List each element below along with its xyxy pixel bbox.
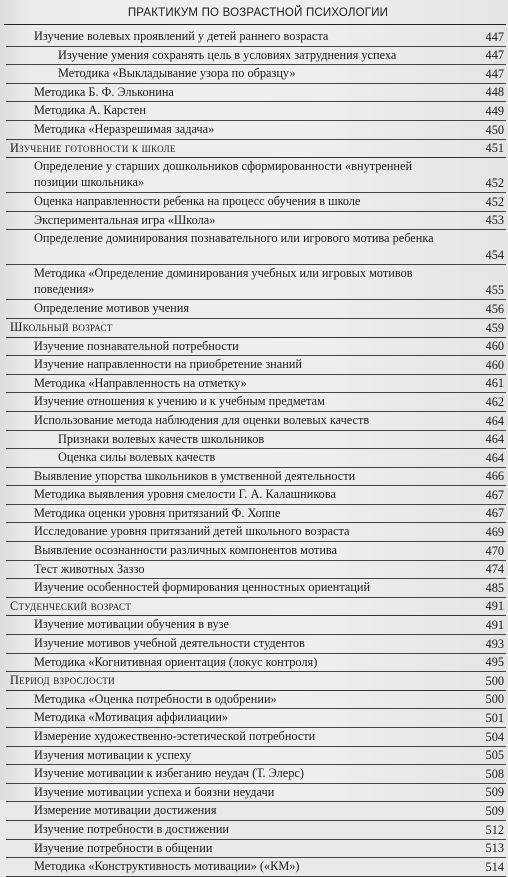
toc-entry <box>6 431 506 450</box>
toc-entry <box>6 28 506 47</box>
toc-page-number: 447 <box>485 66 504 81</box>
toc-entry <box>6 338 506 357</box>
toc-entry <box>6 802 506 821</box>
toc-entry <box>6 158 506 193</box>
toc-entry <box>6 561 506 580</box>
toc-page-number: 505 <box>485 748 504 763</box>
toc-page-number: 460 <box>485 357 504 372</box>
toc-section-entry <box>6 140 506 159</box>
toc-entry-title: Изучение потребности в достижении <box>34 821 229 836</box>
toc-entry-title: Изучение отношения к учению и к учебным предметам <box>34 394 325 409</box>
toc-entry-title: Изучение умения сохранять цель в условиях затруднения успеха <box>58 47 397 62</box>
toc-page-number: 514 <box>485 859 504 874</box>
header-rule <box>4 24 506 25</box>
toc-entry <box>6 821 506 840</box>
toc-page-number: 501 <box>485 711 504 725</box>
toc-entry-title: Методика Б. Ф. Эльконина <box>34 84 174 99</box>
toc-entry <box>6 523 506 542</box>
toc-page-number: 500 <box>485 673 504 688</box>
toc-page-number: 454 <box>485 248 504 263</box>
toc-entry <box>6 449 506 468</box>
toc-entry <box>6 635 506 654</box>
toc-page-number: 464 <box>485 413 504 428</box>
toc-entry-title: Измерение художественно-эстетической потребности <box>34 729 316 743</box>
toc-entry-title: Выявление осознанности различных компонентов мотива <box>34 543 338 558</box>
toc-entry-title: Изучение мотивации обучения в вузе <box>34 617 229 632</box>
toc-entry-title: Тест животных Заззо <box>34 561 145 576</box>
toc-page-number: 450 <box>485 122 504 137</box>
toc-entry-title: Методика «Когнитивная ориентация (локус контроля) <box>34 654 318 669</box>
toc-entry-title: Использование метода наблюдения для оценки волевых качеств <box>34 412 370 427</box>
toc-page-number: 464 <box>485 432 504 447</box>
toc-page-number: 455 <box>485 283 504 298</box>
toc-entry <box>6 486 506 505</box>
toc-entry <box>6 212 506 231</box>
toc-entry-title: Выявление упорства школьников в умственной деятельности <box>34 468 356 483</box>
toc-page-number: 470 <box>485 543 504 558</box>
toc-entry-title: Изучение потребности в общении <box>34 840 213 855</box>
toc-page-number: 459 <box>485 320 504 335</box>
toc-entry-title: Методика оценки уровня притязаний Ф. Хоппе <box>34 505 281 520</box>
toc-page-number: 491 <box>485 599 504 614</box>
table-of-contents <box>6 28 506 877</box>
toc-entry-title: Экспериментальная игра «Школа» <box>34 212 216 227</box>
toc-entry-title: Оценка силы волевых качеств <box>58 450 216 465</box>
toc-entry-title: Исследование уровня притязаний детей школьного возраста <box>34 524 350 539</box>
running-head: ПРАКТИКУМ ПО ВОЗРАСТНОЙ ПСИХОЛОГИИ <box>127 7 389 19</box>
toc-section-entry <box>6 598 506 617</box>
toc-entry <box>6 840 506 859</box>
toc-entry <box>6 709 506 728</box>
toc-entry <box>6 579 506 598</box>
toc-entry <box>6 858 506 877</box>
toc-entry <box>6 505 506 524</box>
toc-page-number: 508 <box>485 766 504 781</box>
toc-entry-title: Методика «Конструктивность мотивации» («КМ») <box>34 859 300 874</box>
toc-page-number: 509 <box>485 785 504 800</box>
toc-entry <box>6 747 506 766</box>
toc-entry-title: Методика выявления уровня смелости Г. А. Калашникова <box>34 487 336 502</box>
toc-page-number: 493 <box>485 636 504 651</box>
toc-entry <box>6 765 506 784</box>
toc-entry <box>6 356 506 375</box>
toc-page-number: 467 <box>485 487 504 502</box>
toc-entry-title: Изучение готовности к школе <box>10 140 176 155</box>
toc-entry-title: Изучение мотивации успеха и боязни неудачи <box>34 784 275 799</box>
toc-page-number: 451 <box>485 141 504 156</box>
toc-entry <box>6 265 506 300</box>
toc-page-number: 495 <box>485 655 504 670</box>
toc-entry <box>6 691 506 710</box>
toc-entry-title: Методика А. Карстен <box>34 103 146 118</box>
toc-page-number: 509 <box>485 803 504 818</box>
toc-section-entry <box>6 319 506 338</box>
toc-entry-title: Студенческий возраст <box>10 598 132 613</box>
toc-page-number: 474 <box>485 562 504 577</box>
toc-page-number: 462 <box>485 394 504 409</box>
toc-entry <box>6 121 506 140</box>
toc-page-number: 461 <box>485 376 504 391</box>
toc-entry <box>6 84 506 103</box>
toc-entry-title: Изучение направленности на приобретение знаний <box>34 357 302 372</box>
toc-entry <box>6 542 506 561</box>
toc-entry <box>6 230 506 265</box>
toc-page-number: 469 <box>485 525 504 540</box>
toc-page-number: 513 <box>485 841 504 856</box>
toc-entry-title: Измерение мотивации достижения <box>34 803 217 818</box>
toc-entry <box>6 193 506 212</box>
toc-page-number: 456 <box>485 301 504 316</box>
toc-entry-title: Методика «Выкладывание узора по образцу» <box>58 66 296 81</box>
toc-entry <box>6 393 506 412</box>
toc-page-number: 460 <box>485 339 504 354</box>
toc-entry-title: Школьный возраст <box>10 319 113 334</box>
toc-entry-title: Период взрослости <box>10 673 115 688</box>
toc-page-number: 485 <box>485 580 504 595</box>
toc-entry-title: Методика «Определение доминирования учебных или игровых мотивов поведения» <box>34 266 413 296</box>
toc-entry <box>6 102 506 121</box>
toc-entry-title: Изучение волевых проявлений у детей раннего возраста <box>34 29 329 43</box>
toc-page-number: 467 <box>485 506 504 521</box>
toc-page-number: 449 <box>485 103 504 118</box>
toc-entry-title: Признаки волевых качеств школьников <box>58 431 265 446</box>
toc-entry-title: Изучение особенностей формирования ценностных ориентаций <box>34 580 371 595</box>
toc-page-number: 447 <box>485 48 504 63</box>
toc-entry <box>6 412 506 431</box>
toc-entry-title: Методика «Направленность на отметку» <box>34 375 247 390</box>
toc-page-number: 464 <box>485 450 504 465</box>
toc-entry <box>6 375 506 394</box>
toc-entry-title: Изучение познавательной потребности <box>34 338 239 353</box>
toc-page-number: 453 <box>485 213 504 228</box>
toc-entry <box>6 728 506 747</box>
toc-entry <box>6 47 506 66</box>
toc-entry-title: Методика «Мотивация аффилиации» <box>34 710 229 725</box>
toc-entry-title: Изучение мотивов учебной деятельности студентов <box>34 636 305 651</box>
toc-entry-title: Определение доминирования познавательного или игрового мотива ребенка <box>34 231 434 246</box>
toc-entry <box>6 468 506 487</box>
toc-page-number: 491 <box>485 618 504 633</box>
toc-entry-title: Оценка направленности ребенка на процесс обучения в школе <box>34 194 361 209</box>
toc-entry-title: Методика «Оценка потребности в одобрении» <box>34 691 277 706</box>
toc-entry-title: Методика «Неразрешимая задача» <box>34 121 215 136</box>
toc-page-number: 512 <box>485 822 504 837</box>
toc-page-number: 466 <box>485 469 504 484</box>
toc-page-number: 447 <box>485 29 504 44</box>
toc-entry <box>6 65 506 84</box>
toc-page-number: 448 <box>485 85 504 100</box>
toc-page-number: 504 <box>485 729 504 744</box>
toc-entry-title: Определение у старших дошкольников сформированности «внутренней позиции школьника» <box>34 159 413 189</box>
toc-entry-title: Определение мотивов учения <box>34 301 189 316</box>
toc-page-number: 452 <box>485 194 504 209</box>
toc-entry-title: Изучения мотивации к успеху <box>34 747 192 762</box>
toc-entry <box>6 616 506 635</box>
toc-page-number: 500 <box>485 692 504 707</box>
toc-entry <box>6 300 506 319</box>
toc-entry <box>6 654 506 673</box>
toc-page-number: 452 <box>485 176 504 191</box>
toc-section-entry <box>6 672 506 691</box>
toc-entry-title: Изучение мотивации к избеганию неудач (Т. Элерс) <box>34 766 304 781</box>
